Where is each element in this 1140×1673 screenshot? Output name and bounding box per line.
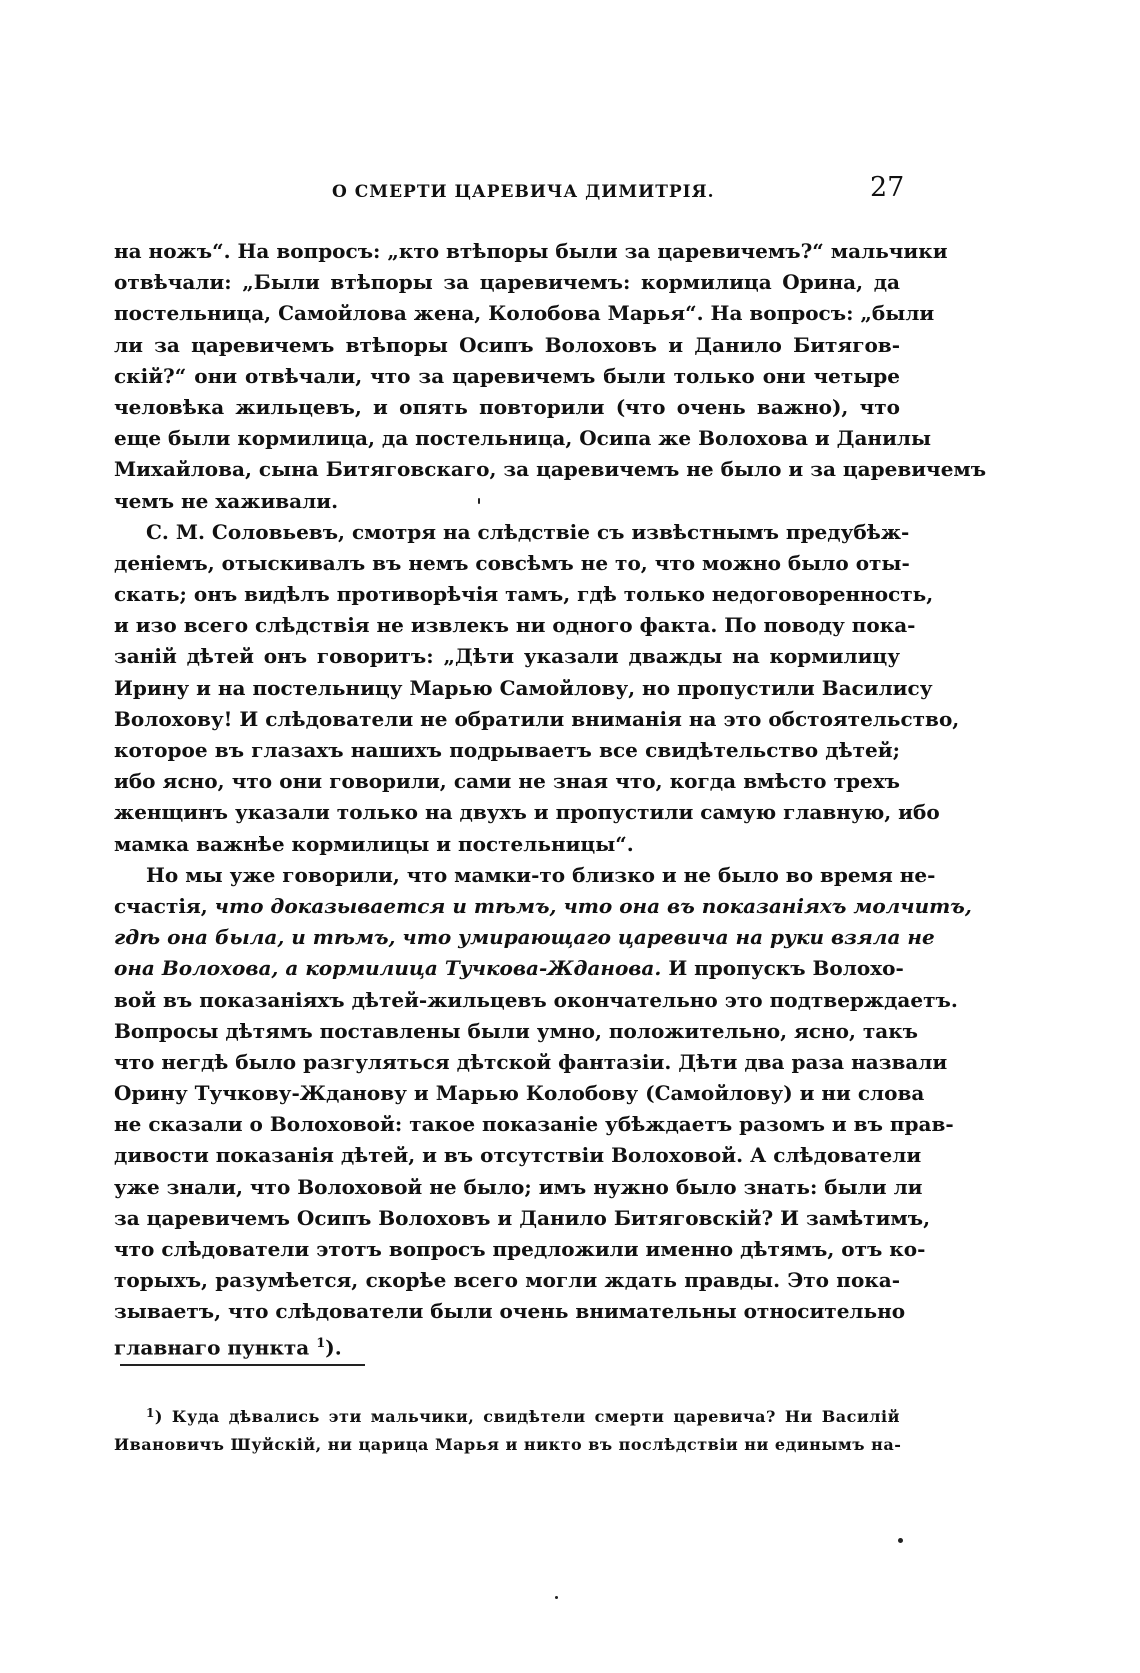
text-line <box>114 891 972 922</box>
page-number: 27 <box>870 172 905 203</box>
text-line: зываетъ, что слѣдователи были очень внимательны относительно <box>114 1299 906 1324</box>
text-line: которое въ глазахъ нашихъ подрываетъ все свидѣтельство дѣтей; <box>114 738 900 762</box>
text-line: не сказали о Волоховой: такое показаніе убѣждаетъ разомъ и въ прав- <box>114 1112 954 1137</box>
text-line: заній дѣтей онъ говоритъ: „Дѣти указали дважды на кормилицу <box>114 644 900 669</box>
text-line: человѣка жильцевъ, и опять повторили (что очень важно), что <box>114 394 900 419</box>
text-line: за царевичемъ Осипъ Волоховъ и Данило Битяговскій? И замѣтимъ, <box>114 1205 931 1230</box>
print-speck <box>555 1596 558 1599</box>
text-line: Вопросы дѣтямъ поставлены были умно, положительно, ясно, такъ <box>114 1018 919 1043</box>
footnote-reference[interactable]: 1 <box>316 1335 326 1351</box>
text-line: скій?“ они отвѣчали, что за царевичемъ были только они четыре <box>114 363 900 388</box>
text-line: С. М. Соловьевъ, смотря на слѣдствіе съ извѣстнымъ предубѣж- <box>146 519 910 544</box>
running-title: О СМЕРТИ ЦАРЕВИЧА ДИМИТРІЯ. <box>332 182 715 202</box>
text-line: ибо ясно, что они говорили, сами не зная что, когда вмѣсто трехъ <box>114 769 900 794</box>
text-line: чемъ не хаживали. <box>114 488 339 513</box>
footnote-divider <box>120 1364 365 1366</box>
text-line: и изо всего слѣдствія не извлекъ ни одного факта. По поводу пока- <box>114 613 916 638</box>
italic-span: она Волохова, а кормилица Тучкова-Жданова. <box>114 956 662 981</box>
footnote-marker: 1 <box>146 1406 155 1420</box>
text-line: ли за царевичемъ втѣпоры Осипъ Волоховъ и Данило Битягов- <box>114 332 900 357</box>
text-line: Ирину и на постельницу Марью Самойлову, но пропустили Василису <box>114 675 933 700</box>
text-span: счастія, <box>114 893 208 918</box>
text-line: постельница, Самойлова жена, Колобова Марья“. На вопросъ: „были <box>114 301 935 326</box>
text-span: главнаго пункта <box>114 1335 310 1360</box>
text-span: ). <box>325 1335 342 1360</box>
footnote-line <box>114 1397 900 1429</box>
text-line: гдѣ она была, и тѣмъ, что умирающаго царевича на руки взяла не <box>114 925 935 950</box>
text-line: скать; онъ видѣлъ противорѣчія тамъ, гдѣ только недоговоренность, <box>114 582 934 607</box>
text-line: торыхъ, разумѣется, скорѣе всего могли ждать правды. Это пока- <box>114 1268 900 1293</box>
print-speck <box>898 1538 903 1543</box>
footnotes <box>114 1397 900 1461</box>
text-line: что слѣдователи этотъ вопросъ предложили именно дѣтямъ, отъ ко- <box>114 1237 926 1261</box>
text-line: отвѣчали: „Были втѣпоры за царевичемъ: кормилица Орина, да <box>114 270 900 295</box>
footnote-line: Ивановичъ Шуйскій, ни царица Марья и никто въ послѣдствіи ни единымъ на- <box>114 1435 902 1454</box>
text-line: Но мы уже говорили, что мамки-то близко и не было во время не- <box>146 862 936 887</box>
text-line: Михайлова, сына Битяговскаго, за царевичемъ не было и за царевичемъ <box>114 457 987 482</box>
print-speck <box>478 498 480 504</box>
footnote-text: ) Куда дѣвались эти мальчики, свидѣтели смерти царевича? Ни Василій <box>154 1407 900 1426</box>
text-line: вой въ показаніяхъ дѣтей-жильцевъ окончательно это подтверждаетъ. <box>114 987 958 1012</box>
text-line <box>114 1328 900 1359</box>
text-span: И пропускъ Волохо- <box>668 956 904 981</box>
text-line: мамка важнѣе кормилицы и постельницы“. <box>114 831 634 856</box>
body-text <box>114 236 987 1360</box>
text-line: Волохову! И слѣдователи не обратили вниманія на это обстоятельство, <box>114 706 960 731</box>
text-line: что негдѣ было разгуляться дѣтской фантазіи. Дѣти два раза назвали <box>114 1049 948 1074</box>
text-line: дивости показанія дѣтей, и въ отсутствіи Волоховой. А слѣдователи <box>114 1143 922 1168</box>
text-line: уже знали, что Волоховой не было; имъ нужно было знать: были ли <box>114 1174 923 1199</box>
italic-span: что доказывается и тѣмъ, что она въ показаніяхъ молчитъ, <box>214 893 972 918</box>
text-line: на ножъ“. На вопросъ: „кто втѣпоры были за царевичемъ?“ мальчики <box>114 239 948 263</box>
text-line: женщинъ указали только на двухъ и пропустили самую главную, ибо <box>114 800 940 825</box>
text-line <box>114 953 904 984</box>
text-line: деніемъ, отыскивалъ въ немъ совсѣмъ не то, что можно было оты- <box>114 550 910 575</box>
running-head <box>0 172 1140 212</box>
text-line: Орину Тучкову-Жданову и Марью Колобову (Самойлову) и ни слова <box>114 1081 925 1106</box>
text-line: еще были кормилица, да постельница, Осипа же Волохова и Данилы <box>114 426 932 451</box>
